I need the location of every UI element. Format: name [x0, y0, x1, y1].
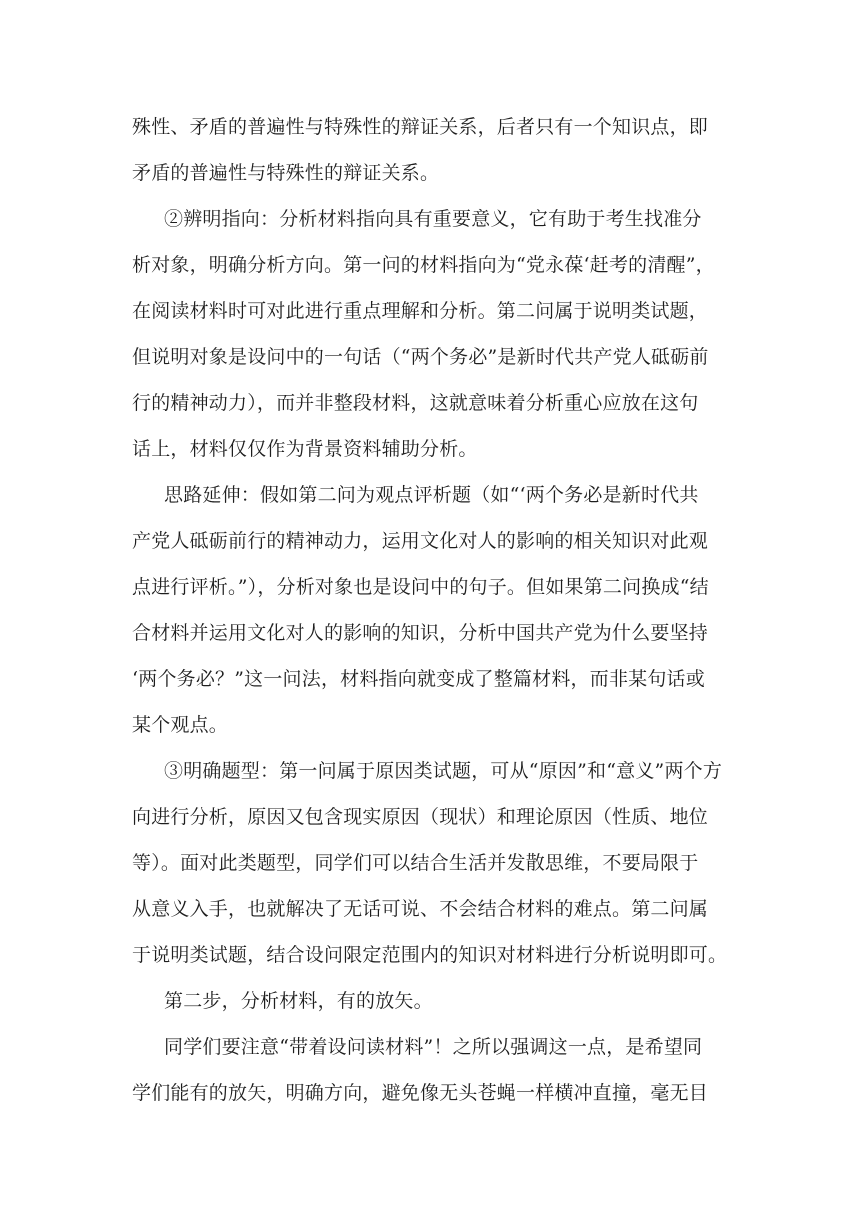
text-line: 于说明类试题，结合设问限定范围内的知识对材料进行分析说明即可。 — [132, 944, 728, 966]
text-line: 向进行分析，原因又包含现实原因（现状）和理论原因（性质、地位 — [132, 806, 709, 828]
text-line: 矛盾的普遍性与特殊性的辩证关系。 — [132, 162, 440, 184]
text-line: 点进行评析。”），分析对象也是设问中的句子。但如果第二问换成“结 — [132, 576, 709, 598]
text-line: 在阅读材料时可对此进行重点理解和分析。第二问属于说明类试题， — [132, 300, 709, 322]
text-line: 但说明对象是设问中的一句话（“两个务必”是新时代共产党人砥砺前 — [132, 346, 709, 368]
text-line: 合材料并运用文化对人的影响的知识，分析中国共产党为什么要坚持 — [132, 622, 709, 644]
text-line: 行的精神动力），而并非整段材料，这就意味着分析重心应放在这句 — [132, 392, 699, 414]
text-line: 殊性、矛盾的普遍性与特殊性的辩证关系，后者只有一个知识点，即 — [132, 116, 709, 138]
text-line: 析对象，明确分析方向。第一问的材料指向为“党永葆‘赶考的清醒”， — [132, 254, 715, 276]
text-line: 第二步，分析材料，有的放矢。 — [164, 990, 433, 1012]
text-line: 从意义入手，也就解决了无话可说、不会结合材料的难点。第二问属 — [132, 898, 709, 920]
text-line: 产党人砥砺前行的精神动力，运用文化对人的影响的相关知识对此观 — [132, 530, 709, 552]
text-line: 等）。面对此类题型，同学们可以结合生活并发散思维，不要局限于 — [132, 852, 699, 874]
text-line: 思路延伸：假如第二问为观点评析题（如“‘两个务必是新时代共 — [164, 484, 699, 506]
text-line: 学们能有的放矢，明确方向，避免像无头苍蝇一样横冲直撞，毫无目 — [132, 1082, 709, 1104]
text-line: 同学们要注意“带着设问读材料”！之所以强调这一点，是希望同 — [164, 1036, 703, 1058]
text-line: ③明确题型：第一问属于原因类试题，可从“原因”和“意义”两个方 — [164, 760, 723, 782]
text-line: 某个观点。 — [132, 714, 229, 736]
document-body — [132, 104, 742, 1116]
text-line: ②辨明指向：分析材料指向具有重要意义，它有助于考生找准分 — [164, 208, 702, 230]
text-line: ‘两个务必？”这一问法，材料指向就变成了整篇材料，而非某句话或 — [132, 668, 705, 690]
text-line: 话上，材料仅仅作为背景资料辅助分析。 — [132, 438, 478, 460]
